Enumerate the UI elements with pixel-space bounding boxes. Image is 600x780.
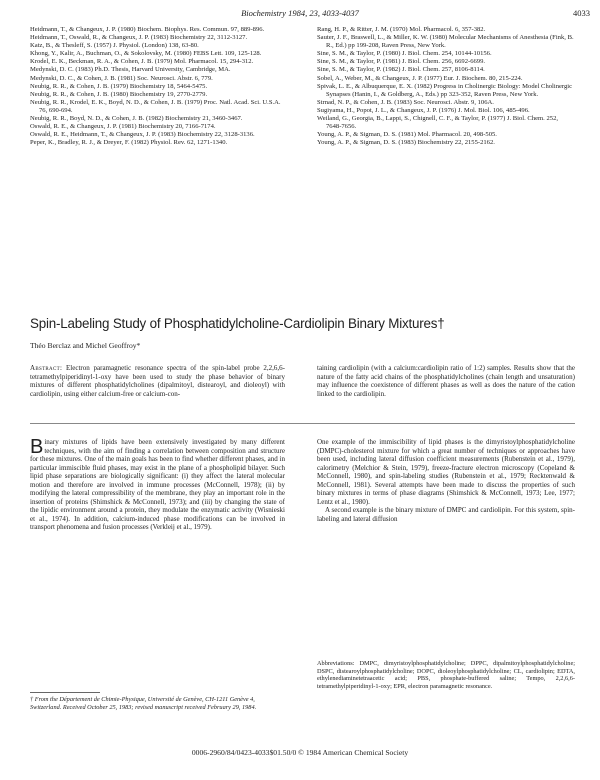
reference-entry: Neubig, R. R., Krodel, E. K., Boyd, N. D., & Cohen, J. B. (1979) Proc. Natl. Acad. Sci. U.S.A. 76, 690-694. (30, 98, 281, 114)
abstract-text-left: Electron paramagnetic resonance spectra of the spin-label probe 2,2,6,6-tetramethylpiperidinyl-1-oxy have been used to study the phase behavior of binary mixtures of different phosphatidylcholines (dipalmitoyl, distearoyl, and dioleoyl) with cardiolipin, using either calcium-free or calcium-con- (30, 364, 285, 398)
reference-entry: Strnad, N. P., & Cohen, J. B. (1983) Soc. Neurosci. Abstr. 9, 106A. (317, 98, 494, 106)
article-title: Spin-Labeling Study of Phosphatidylcholine-Cardiolipin Binary Mixtures† (30, 316, 445, 331)
page-number: 4033 (573, 8, 590, 18)
reference-entry: Young, A. P., & Sigman, D. S. (1981) Mol. Pharmacol. 20, 498-505. (317, 131, 497, 139)
references-left (30, 26, 285, 147)
reference-entry: Medynski, D. C., & Cohen, J. B. (1981) Soc. Neurosci. Abstr. 6, 779. (30, 74, 213, 82)
body-paragraph: One example of the immiscibility of lipid phases is the dimyristoylphosphatidylcholine (DMPC)-cholesterol mixture for which a great number of techniques or approaches have been used, including lateral diffusion coefficient measurements (Rubenstein et al., 1979), calorimetry (Melchior & Stein, 1979), freeze-fracture electron microscopy (Copeland & McConnell, 1980), and spin-labeling studies (Rubenstein et al., 1979; Recktenwald & McConnell, 1981). Several attempts have been made to discuss the properties of such binary mixtures in terms of phase diagrams (Shimshick & McConnell, 1973; Lee, 1977; Lentz et al., 1980). (317, 438, 575, 506)
reference-entry: Weiland, G., Georgia, B., Lappi, S., Chignell, C. F., & Taylor, P. (1977) J. Biol. Chem. 252, 7648-7656. (317, 115, 559, 131)
reference-entry: Oswald, R. E., Heidmann, T., & Changeux, J. P. (1983) Biochemistry 22, 3128-3136. (30, 131, 255, 139)
reference-entry: Spivak, L. E., & Albuquerque, E. X. (1982) Progress in Cholinergic Biology: Model Cholinergic Synapses (Hanin, I., & Goldberg, A., Eds.) pp 323-352, Raven Press, New York. (317, 82, 573, 98)
body-paragraph: A second example is the binary mixture of DMPC and cardiolipin. For this system, spin-labeling and lateral diffusion (317, 506, 575, 523)
reference-entry: Sine, S. M., & Taylor, P. (1980) J. Biol. Chem. 254, 10144-10156. (317, 50, 492, 58)
references-right (317, 26, 575, 147)
reference-entry: Neubig, R. R., & Cohen, J. B. (1980) Biochemistry 19, 2770-2779. (30, 90, 208, 98)
abbreviations-footnote: Abbreviations: DMPC, dimyristoylphosphatidylcholine; DPPC, dipalmitoylphosphatidylcholine; DSPC, distearoylphosphatidylcholine; DOPC, dioleoylphosphatidylcholine; CL, cardiolipin; EDTA, ethylenediaminetetraacetic acid; PBS, phosphate-buffered saline; Tempo, 2,2,6,6-tetramethylpiperidinyl-1-oxy; EPR, electron paramagnetic resonance. (317, 660, 575, 690)
reference-entry: Krodel, E. K., Beckman, R. A., & Cohen, J. B. (1979) Mol. Pharmacol. 15, 294-312. (30, 58, 254, 66)
abstract-label: Abstract: (30, 364, 63, 372)
body-text-left: inary mixtures of lipids have been extensively investigated by many different techniques, with the aim of finding a correlation between composition and structure for these mixtures. One of the main goals has been to find whether different phases, and in particular immiscible fluid phases, may exist in the plane of a phospholipid bilayer. Such lipid phase separations are biologically significant: (i) they affect the lateral molecular motion and therefore are involved in immune processes (McConnell, 1978); (ii) by modifying the lateral compressibility of the membrane, they play an important role in the insertion of proteins (Shimshick & McConnell, 1973); and (iii) by changing the state of the lipidic environment around a protein, they modulate the enzymatic activity (Wisnieski et al., 1974). In addition, calcium-induced phase modifications can be involved in transport phenomena and fusion processes (Verkleij et al., 1979). (30, 438, 285, 532)
reference-entry: Khong, Y., Kalir, A., Buchman, O., & Sokolovsky, M. (1980) FEBS Lett. 109, 125-128. (30, 50, 262, 58)
article-authors: Théo Berclaz and Michel Geoffroy* (30, 341, 141, 350)
reference-entry: Young, A. P., & Sigman, D. S. (1983) Biochemistry 22, 2155-2162. (317, 139, 495, 147)
abstract-divider (30, 423, 575, 424)
reference-entry: Neubig, R. R., & Cohen, J. B. (1979) Biochemistry 18, 5464-5475. (30, 82, 208, 90)
page-footer: 0006-2960/84/0423-4033$01.50/0 © 1984 American Chemical Society (191, 748, 409, 757)
reference-entry: Oswald, R. E., & Changeux, J. P. (1981) Biochemistry 20, 7166-7174. (30, 123, 216, 131)
reference-entry: Sobel, A., Weber, M., & Changeux, J. P. (1977) Eur. J. Biochem. 80, 215-224. (317, 74, 523, 82)
affiliation-footnote: † From the Département de Chimie-Physique, Université de Genève, CH-1211 Genève 4, Switzerland. Received October 25, 1983; revised manuscript received February 29, 1984. (30, 696, 257, 711)
reference-entry: Peper, K., Bradley, R. J., & Dreyer, F. (1982) Physiol. Rev. 62, 1271-1340. (30, 139, 228, 147)
abstract-right: taining cardiolipin (with a calcium:cardiolipin ratio of 1:2) samples. Results show that the nature of the fatty acid chains of the phosphatidylcholines (chain length and unsaturation) may influence the coexistence of different phases as well as does the nature of the cation linked to the cardiolipin. (317, 364, 575, 398)
abstract-left (30, 364, 285, 398)
drop-cap: B (30, 436, 44, 458)
footnote-divider (30, 692, 100, 693)
reference-entry: Heidmann, T., & Changeux, J. P. (1980) Biochem. Biophys. Res. Commun. 97, 889-896. (30, 26, 265, 33)
reference-entry: Sine, S. M., & Taylor, P. (1982) J. Biol. Chem. 257, 8106-8114. (317, 66, 485, 74)
reference-entry: Sugiyama, H., Popot, J. L., & Changeux, J. P. (1976) J. Mol. Biol. 106, 485-496. (317, 106, 530, 114)
reference-entry: Sine, S. M., & Taylor, P. (1981) J. Biol. Chem. 256, 6692-6699. (317, 58, 486, 66)
running-head: Biochemistry 1984, 23, 4033-4037 (241, 8, 359, 18)
reference-entry: Sauter, J. F., Braswell, L., & Miller, K. W. (1980) Molecular Mechanisms of Anesthesia (Fink, B. R., Ed.) pp 199-208, Raven Press, New York. (317, 34, 574, 50)
body-column-right (317, 438, 575, 523)
reference-entry: Rang, H. P., & Ritter, J. M. (1970) Mol. Pharmacol. 6, 357-382. (317, 26, 486, 33)
reference-entry: Katz, B., & Thesleff, S. (1957) J. Physiol. (London) 138, 63-80. (30, 42, 199, 50)
reference-entry: Heidmann, T., Oswald, R., & Changeux, J. P. (1983) Biochemistry 22, 3112-3127. (30, 34, 248, 42)
reference-entry: Neubig, R. R., Boyd, N. D., & Cohen, J. B. (1982) Biochemistry 21, 3460-3467. (30, 115, 243, 123)
reference-entry: Medynski, D. C. (1983) Ph.D. Thesis, Harvard University, Cambridge, MA. (30, 66, 231, 74)
body-column-left (30, 438, 285, 532)
